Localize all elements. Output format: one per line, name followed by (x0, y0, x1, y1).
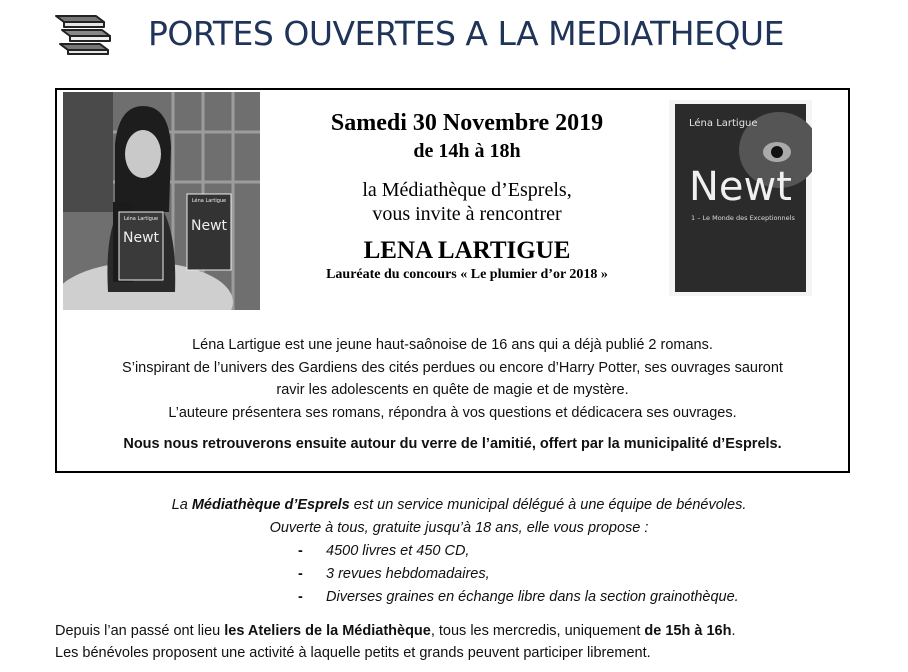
workshops-line-1 (55, 620, 736, 642)
workshops-name: les Ateliers de la Médiathèque (224, 623, 431, 639)
photo-book-author-left: Léna Lartigue (123, 216, 159, 222)
invite-line-1: la Médiathèque d’Esprels, (362, 179, 572, 201)
photo-book-author-right: Léna Lartigue (191, 198, 227, 204)
bio-line-2: S’inspirant de l’univers des Gardiens des cités perdues ou encore d’Harry Potter, ses ouvrages sauront (122, 359, 783, 376)
page-title: PORTES OUVERTES A LA MEDIATHEQUE (148, 14, 784, 53)
library-info (0, 494, 908, 609)
bio-line-4: L’auteure présentera ses romans, répondra à vos questions et dédicacera ses ouvrages. (168, 404, 737, 421)
info-suffix: est un service municipal délégué à une équipe de bénévoles. (349, 497, 747, 513)
event-box (55, 88, 850, 473)
award: Lauréate du concours « Le plumier d’or 2018 » (326, 267, 608, 282)
invite-line-2: vous invite à rencontrer (372, 203, 562, 225)
book-title: Newt (689, 164, 792, 210)
book-author: Léna Lartigue (689, 118, 758, 129)
info-line-2: Ouverte à tous, gratuite jusqu’à 18 ans, elle vous propose : (269, 520, 649, 536)
library-name: Médiathèque d’Esprels (191, 497, 350, 513)
closing-note: Nous nous retrouverons ensuite autour du verre de l’amitié, offert par la municipalité d’Esprels. (123, 436, 782, 452)
workshops-info (55, 620, 736, 664)
event-header (267, 108, 667, 284)
event-invite (267, 178, 667, 226)
author-bio (65, 334, 840, 456)
workshops-hours: de 15h à 16h (644, 623, 732, 639)
list-item: - Diverses graines en échange libre dans la section grainothèque. (298, 586, 908, 609)
info-line-1 (10, 494, 908, 517)
workshops-line-2: Les bénévoles proposent une activité à laquelle petits et grands peuvent participer librement. (55, 645, 651, 661)
offer-list (0, 540, 908, 609)
workshops-middle: , tous les mercredis, uniquement (430, 623, 645, 639)
list-item: - 3 revues hebdomadaires, (298, 563, 908, 586)
info-prefix: La (171, 497, 192, 513)
workshops-prefix: Depuis l’an passé ont lieu (55, 623, 225, 639)
event-hours: de 14h à 18h (413, 140, 521, 162)
book-subtitle: 1 – Le Monde des Exceptionnels (691, 214, 795, 222)
book-cover (669, 100, 812, 296)
author-photo (63, 92, 260, 310)
bio-line-1: Léna Lartigue est une jeune haut-saônoise de 16 ans qui a déjà publié 2 romans. (192, 337, 713, 353)
stacked-books-icon (52, 6, 116, 56)
event-date: Samedi 30 Novembre 2019 (330, 110, 604, 136)
bio-line-3: ravir les adolescents en quête de magie et de mystère. (276, 382, 629, 398)
photo-book-title: Newt (122, 230, 160, 246)
workshops-suffix: . (731, 623, 736, 639)
photo-book-title-right: Newt (190, 218, 228, 234)
author-name: LENA LARTIGUE (363, 237, 571, 264)
list-item: - 4500 livres et 450 CD, (298, 540, 908, 563)
